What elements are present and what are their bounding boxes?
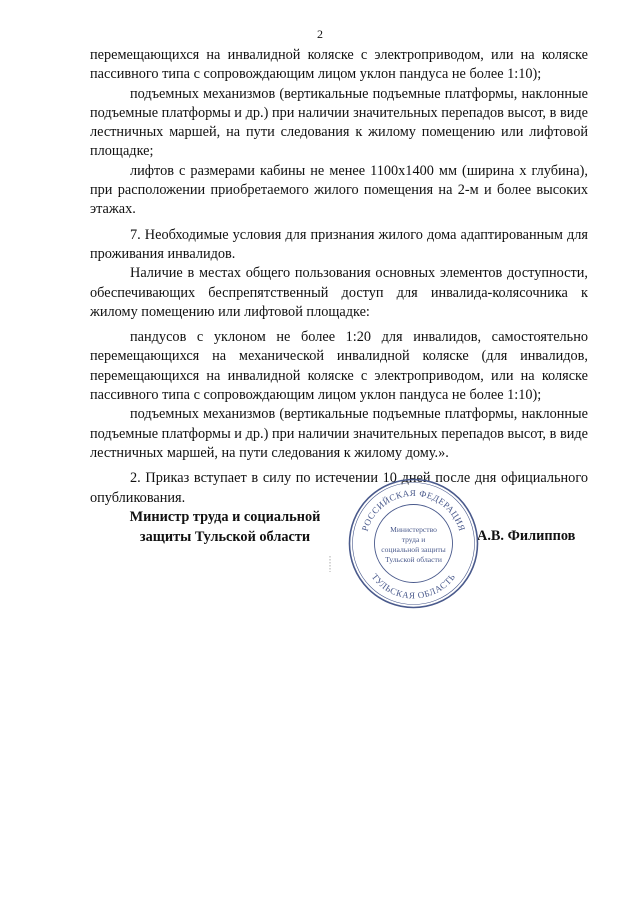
paragraph-section-7: 7. Необходимые условия для признания жилого дома адаптированным для проживания инвалидов. <box>90 226 588 262</box>
svg-text:социальной защиты: социальной защиты <box>381 545 446 554</box>
paragraph-ramp-continuation: перемещающихся на инвалидной коляске с электроприводом, или на коляске пассивного типа с сопровождающим лицом уклон пандуса не более 1:10); <box>90 47 588 83</box>
paragraph-effective-date: 2. Приказ вступает в силу по истечении 10 дней после дня официального опубликования. <box>90 470 588 506</box>
page-number: 2 <box>317 27 323 41</box>
seal-center-text <box>381 525 446 564</box>
signatory-position-line1: Министр труда и социальной <box>129 509 321 525</box>
signatory-name: А.В. Филиппов <box>477 528 576 544</box>
paragraph-elevators: лифтов с размерами кабины не менее 1100х1400 мм (ширина х глубина), при расположении приобретаемого жилого помещения на 2-м и более высоких этажах. <box>90 162 588 218</box>
signature-mark <box>328 556 332 572</box>
signatory-position-line2: защиты Тульской области <box>139 528 311 545</box>
paragraph-lifting-mechanisms-house: подъемных механизмов (вертикальные подъемные платформы, наклонные подъемные платформы и др.) при наличии значительных перепадов высот, в виде лестничных маршей, на пути следования к жилому дому.». <box>90 406 588 461</box>
seal-ring-top-text: РОССИЙСКАЯ ФЕДЕРАЦИЯ <box>359 487 468 533</box>
signatory-position <box>112 508 338 547</box>
official-seal <box>346 476 481 611</box>
svg-text:Министерство: Министерство <box>390 525 437 534</box>
svg-text:труда и: труда и <box>401 535 426 544</box>
paragraph-lifting-mechanisms: подъемных механизмов (вертикальные подъемные платформы, наклонные подъемные платформы и др.) при наличии значительных перепадов высот, в виде лестничных маршей, на пути следования к жилому помещению или лифтовой площадке; <box>90 85 588 160</box>
paragraph-accessibility-elements: Наличие в местах общего пользования основных элементов доступности, обеспечивающих беспрепятственный доступ для инвалида-колясочника к жилому помещению или лифтовой площадке: <box>90 265 588 320</box>
svg-text:Тульской области: Тульской области <box>385 555 442 564</box>
seal-ring-bottom-text: ТУЛЬСКАЯ ОБЛАСТЬ <box>369 571 458 601</box>
paragraph-ramps: пандусов с уклоном не более 1:20 для инвалидов, самостоятельно перемещающихся на механической инвалидной коляске (для инвалидов, перемещающихся на инвалидной коляске с электроприводом, или на коляске пассивного типа с сопровождающим лицом уклон пандуса не более 1:10); <box>90 329 588 404</box>
document-body <box>90 46 588 508</box>
